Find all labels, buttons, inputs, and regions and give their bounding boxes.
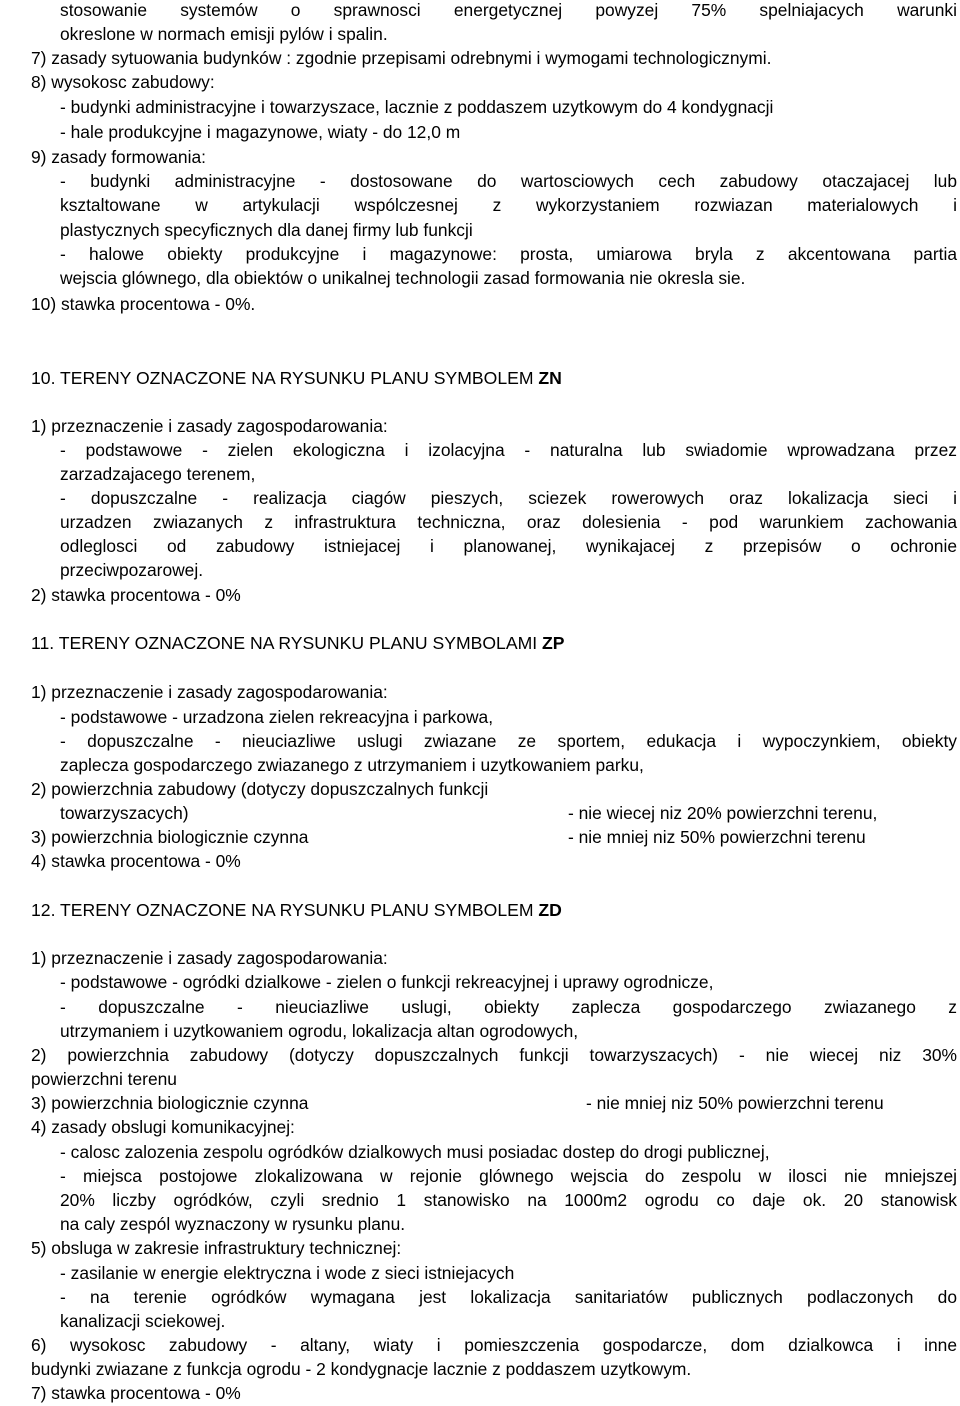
- text-line: stosowanie systemów o sprawnosci energetycznej powyzej 75% spelniajacych warunki: [60, 0, 957, 20]
- text-line: ksztaltowane w artykulacji wspólczesnej z wykorzystaniem rozwiazan materialowych i: [60, 195, 957, 215]
- text-line: kanalizacji sciekowej.: [60, 1311, 226, 1331]
- text-line: 2) powierzchnia zabudowy (dotyczy dopuszczalnych funkcji: [31, 779, 489, 799]
- text-line: urzadzen zwiazanych z infrastruktura techniczna, oraz dolesienia - pod warunkiem zachowania: [60, 512, 957, 532]
- text-line: 4) stawka procentowa - 0%: [31, 851, 241, 871]
- text-line: - halowe obiekty produkcyjne i magazynowe: prosta, umiarowa bryla z akcentowana partia: [60, 244, 957, 264]
- text-line: na caly zespól wyznaczony w rysunku planu.: [60, 1214, 406, 1234]
- text-line: wejscia glównego, dla obiektów o unikalnej technologii zasad formowania nie okresla sie.: [60, 268, 746, 288]
- text-line: zaplecza gospodarczego zwiazanego z utrzymaniem i uzytkowaniem parku,: [60, 755, 644, 775]
- text-line: 2) powierzchnia zabudowy (dotyczy dopuszczalnych funkcji towarzyszacych) - nie wiecej niz 30%: [31, 1045, 957, 1065]
- section-heading-text: 11. TERENY OZNACZONE NA RYSUNKU PLANU SYMBOLAMI: [31, 633, 542, 653]
- text-line: - calosc zalozenia zespolu ogródków dzialkowych musi posiadac dostep do drogi publicznej,: [60, 1142, 770, 1162]
- text-line: 10) stawka procentowa - 0%.: [31, 294, 256, 314]
- text-line: - dopuszczalne - nieuciazliwe uslugi, obiekty zaplecza gospodarczego zwiazanego z: [60, 997, 957, 1017]
- text-line: 5) obsluga w zakresie infrastruktury technicznej:: [31, 1238, 402, 1258]
- text-line: plastycznych specyficznych dla danej firmy lub funkcji: [60, 220, 473, 240]
- text-line: 1) przeznaczenie i zasady zagospodarowania:: [31, 682, 388, 702]
- section-heading: [31, 898, 562, 922]
- section-symbol-code: ZN: [538, 368, 562, 388]
- text-line: - podstawowe - zielen ekologiczna i izolacyjna - naturalna lub swiadomie wprowadzana przez: [60, 440, 957, 460]
- text-line: 4) zasady obslugi komunikacyjnej:: [31, 1117, 295, 1137]
- text-line: odleglosci od zabudowy istniejacej i planowanej, wynikajacej z przepisów o ochronie: [60, 536, 957, 556]
- section-symbol-code: ZP: [542, 633, 565, 653]
- text-line: - zasilanie w energie elektryczna i wode z sieci istniejacych: [60, 1263, 515, 1283]
- text-line: - na terenie ogródków wymagana jest lokalizacja sanitariatów publicznych podlaczonych do: [60, 1287, 957, 1307]
- text-line: - miejsca postojowe zlokalizowana w rejonie glównego wejscia do zespolu w ilosci nie mniejszej: [60, 1166, 957, 1186]
- text-line: - budynki administracyjne i towarzyszace, lacznie z poddaszem uzytkowym do 4 kondygnacji: [60, 97, 774, 117]
- text-line: powierzchni terenu: [31, 1069, 177, 1089]
- text-line: 1) przeznaczenie i zasady zagospodarowania:: [31, 416, 388, 436]
- text-line: 20% liczby ogródków, czyli srednio 1 stanowisko na 1000m2 ogrodu co daje ok. 20 stanowisk: [60, 1190, 957, 1210]
- section-symbol-code: ZD: [538, 900, 562, 920]
- text-line: budynki zwiazane z funkcja ogrodu - 2 kondygnacje lacznie z poddaszem uzytkowym.: [31, 1359, 692, 1379]
- section-heading-text: 12. TERENY OZNACZONE NA RYSUNKU PLANU SYMBOLEM: [31, 900, 539, 920]
- text-line: 7) zasady sytuowania budynków : zgodnie przepisami odrebnymi i wymogami technologicznymi.: [31, 48, 772, 68]
- text-line: - dopuszczalne - nieuciazliwe uslugi zwiazane ze sportem, edukacja i wypoczynkiem, obiekty: [60, 731, 957, 751]
- text-line: 9) zasady formowania:: [31, 147, 206, 167]
- text-line: przeciwpozarowej.: [60, 560, 204, 580]
- text-line: towarzyszacych): [60, 803, 189, 823]
- text-line: okreslone w normach emisji pylów i spalin.: [60, 24, 388, 44]
- text-line-value: - nie mniej niz 50% powierzchni terenu: [586, 1093, 884, 1113]
- text-line: utrzymaniem i uzytkowaniem ogrodu, lokalizacja altan ogrodowych,: [60, 1021, 579, 1041]
- text-line: 8) wysokosc zabudowy:: [31, 72, 215, 92]
- text-line-value: - nie wiecej niz 20% powierzchni terenu,: [568, 803, 878, 823]
- text-line-value: - nie mniej niz 50% powierzchni terenu: [568, 827, 866, 847]
- text-line: - podstawowe - ogródki dzialkowe - zielen o funkcji rekreacyjnej i uprawy ogrodnicze,: [60, 972, 714, 992]
- text-line: 1) przeznaczenie i zasady zagospodarowania:: [31, 948, 388, 968]
- text-line: - budynki administracyjne - dostosowane do wartosciowych cech zabudowy otaczajacej lub: [60, 171, 957, 191]
- text-line: 2) stawka procentowa - 0%: [31, 585, 241, 605]
- section-heading: [31, 631, 564, 655]
- text-line: 3) powierzchnia biologicznie czynna: [31, 827, 309, 847]
- text-line: 7) stawka procentowa - 0%: [31, 1383, 241, 1403]
- text-line: 6) wysokosc zabudowy - altany, wiaty i pomieszczenia gospodarcze, dom dzialkowca i inne: [31, 1335, 957, 1355]
- text-line: 3) powierzchnia biologicznie czynna: [31, 1093, 309, 1113]
- text-line: - podstawowe - urzadzona zielen rekreacyjna i parkowa,: [60, 707, 494, 727]
- text-line: - dopuszczalne - realizacja ciagów pieszych, sciezek rowerowych oraz lokalizacja sieci i: [60, 488, 957, 508]
- text-line: zarzadzajacego terenem,: [60, 464, 256, 484]
- section-heading: [31, 366, 562, 390]
- section-heading-text: 10. TERENY OZNACZONE NA RYSUNKU PLANU SYMBOLEM: [31, 368, 539, 388]
- text-line: - hale produkcyjne i magazynowe, wiaty - do 12,0 m: [60, 122, 461, 142]
